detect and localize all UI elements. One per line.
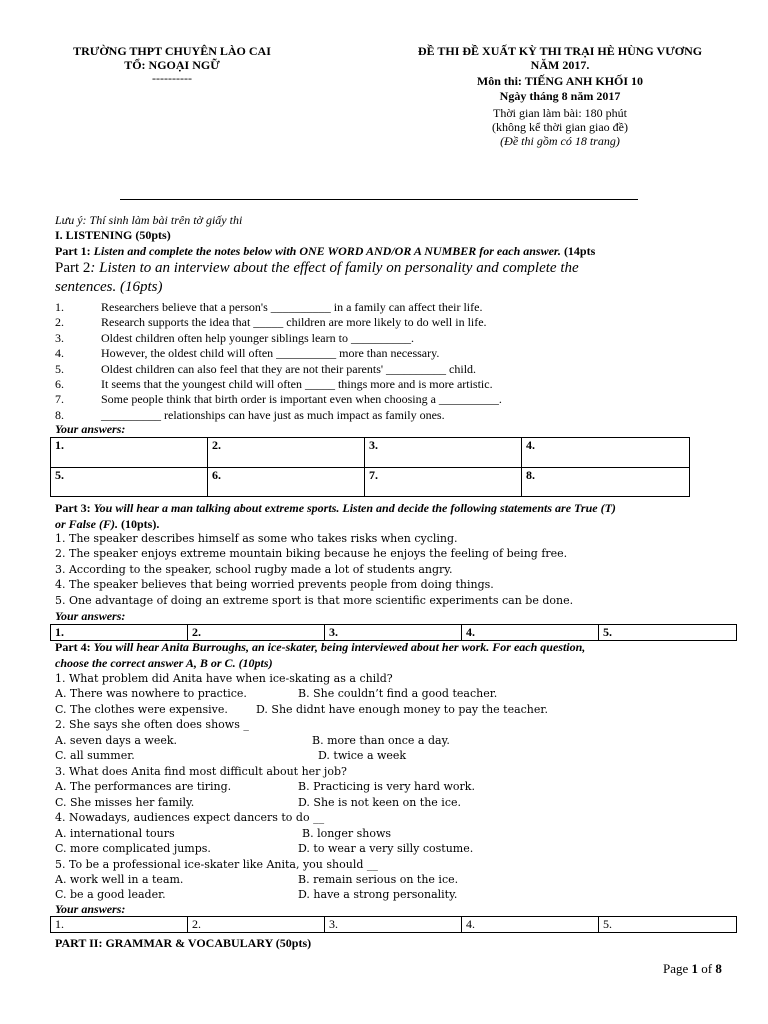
part4-answer-table [50, 916, 737, 933]
question-text: 3. What does Anita find most difficult about her job? [55, 764, 347, 778]
list-item-number: 6. [55, 377, 64, 391]
option-a: A. seven days a week. [55, 733, 178, 747]
answer-cell[interactable]: 1. [51, 917, 188, 933]
option-b: B. remain serious on the ice. [298, 873, 459, 886]
department-name: TỔ: NGOẠI NGỮ [124, 58, 220, 72]
page-number: 1 [691, 961, 699, 976]
list-item-text: However, the oldest child will often __________ more than necessary. [101, 346, 440, 361]
answer-cell[interactable]: 1. [51, 438, 208, 468]
part2-text-1: : Listen to an interview about the effect of family on personality and complete the [90, 260, 579, 276]
part3-label: Part 3: [55, 501, 91, 515]
exam-title-2: NĂM 2017. [530, 58, 590, 72]
part2-label: Part 2 [55, 260, 91, 276]
list-item-text: Oldest children often help younger siblings learn to __________. [101, 330, 414, 345]
part2-answers-label: Your answers: [55, 422, 126, 436]
part3-instruction-2 [55, 517, 159, 532]
list-item-number: 7. [55, 392, 64, 407]
statement-item: 3. According to the speaker, school rugby made a lot of students angry. [55, 562, 453, 576]
list-item-text: Research supports the idea that _____ children are more likely to do well in life. [101, 315, 487, 330]
option-b: B. She couldn’t find a good teacher. [298, 687, 498, 701]
part3-answer-table [50, 624, 737, 641]
header-dashes: ---------- [152, 71, 192, 85]
page-footer [663, 961, 722, 977]
option-d: D. twice a week [318, 749, 407, 763]
part3-text-2: or False (F). [55, 517, 118, 531]
answer-cell[interactable]: 2. [188, 917, 325, 933]
option-d: D. She didnt have enough money to pay the teacher. [256, 702, 548, 716]
exam-subject: Môn thi: TIẾNG ANH KHỐI 10 [476, 74, 644, 88]
section1-title: I. LISTENING (50pts) [55, 228, 171, 242]
exam-pages-note: (Đề thi gồm có 18 trang) [500, 134, 620, 148]
list-item-number: 8. [55, 407, 64, 422]
answer-cell[interactable]: 4. [462, 625, 599, 641]
part4-text-2: choose the correct answer A, B or C. (10pts) [55, 656, 273, 670]
list-item-number: 5. [55, 361, 64, 376]
question-text: 4. Nowadays, audiences expect dancers to do __ [55, 811, 325, 825]
list-item-text: It seems that the youngest child will often _____ things more and is more artistic. [101, 377, 493, 391]
part2-text-2: sentences. (16pts) [55, 279, 163, 295]
of-word: of [701, 961, 713, 976]
exam-title-1: ĐỀ THI ĐỀ XUẤT KỲ THI TRẠI HÈ HÙNG VƯƠNG [417, 44, 703, 58]
part4-answers-label: Your answers: [55, 902, 126, 916]
answer-cell[interactable]: 6. [208, 468, 365, 497]
statement-item: 1. The speaker describes himself as some who takes risks when cycling. [55, 532, 458, 545]
answer-cell[interactable]: 3. [365, 438, 522, 468]
option-a: A. international tours [55, 826, 175, 840]
part2-instruction [55, 260, 579, 277]
answer-cell[interactable]: 8. [522, 468, 690, 497]
option-d: D. have a strong personality. [298, 888, 458, 902]
list-item-number: 2. [55, 315, 64, 330]
question-text: 2. She says she often does shows _ [55, 718, 249, 732]
option-c: C. She misses her family. [55, 795, 195, 809]
list-item-number: 3. [55, 330, 64, 345]
section2-title: PART II: GRAMMAR & VOCABULARY (50pts) [55, 936, 312, 950]
question-text: 1. What problem did Anita have when ice-skating as a child? [55, 672, 393, 685]
list-item-text: __________ relationships can have just as much impact as family ones. [101, 407, 445, 422]
option-b: B. Practicing is very hard work. [298, 780, 475, 794]
list-item-number: 1. [55, 300, 64, 314]
header-divider [120, 199, 638, 200]
answer-cell[interactable]: 5. [599, 917, 737, 933]
part3-answers-label: Your answers: [55, 609, 126, 623]
option-b: B. longer shows [302, 826, 392, 840]
part3-instruction-1 [55, 501, 616, 516]
answer-cell[interactable]: 4. [462, 917, 599, 933]
option-a: A. The performances are tiring. [55, 780, 232, 794]
option-d: D. She is not keen on the ice. [298, 795, 461, 809]
part1-points: (14pts [563, 244, 596, 258]
part4-text-1: You will hear Anita Burroughs, an ice-skater, being interviewed about her work. For each question, [93, 640, 586, 654]
exam-date: Ngày tháng 8 năm 2017 [499, 89, 621, 103]
part1-label: Part 1: [55, 244, 91, 258]
exam-time-note: (không kể thời gian giao đề) [492, 120, 628, 134]
answer-cell[interactable]: 4. [522, 438, 690, 468]
option-d: D. to wear a very silly costume. [298, 842, 474, 855]
candidate-note: Lưu ý: Thí sinh làm bài trên tờ giấy thi [55, 213, 243, 227]
option-c: C. The clothes were expensive. [55, 702, 228, 716]
answer-cell[interactable]: 2. [188, 625, 325, 641]
option-c: C. be a good leader. [55, 888, 166, 902]
page-word: Page [663, 961, 689, 976]
part2-answer-table [50, 437, 690, 497]
answer-cell[interactable]: 5. [599, 625, 737, 641]
exam-time: Thời gian làm bài: 180 phút [493, 106, 627, 120]
part4-instruction-1 [55, 640, 585, 655]
list-item-text: Oldest children can also feel that they are not their parents' __________ child. [101, 361, 477, 376]
part3-text-1: You will hear a man talking about extreme sports. Listen and decide the following statements are True (T) [93, 501, 616, 515]
option-a: A. There was nowhere to practice. [55, 687, 247, 701]
answer-cell[interactable]: 5. [51, 468, 208, 497]
part4-label: Part 4: [55, 640, 91, 654]
option-c: C. more complicated jumps. [55, 842, 211, 855]
part3-points: (10pts). [121, 517, 160, 531]
list-item-text: Some people think that birth order is important even when choosing a __________. [101, 392, 502, 407]
page-total: 8 [715, 961, 722, 976]
option-a: A. work well in a team. [55, 873, 184, 886]
answer-cell[interactable]: 3. [325, 917, 462, 933]
statement-item: 2. The speaker enjoys extreme mountain biking because he enjoys the feeling of being free. [55, 547, 568, 561]
statement-item: 4. The speaker believes that being worried prevents people from doing things. [55, 578, 494, 592]
answer-cell[interactable]: 1. [51, 625, 188, 641]
list-item-number: 4. [55, 346, 64, 361]
question-text: 5. To be a professional ice-skater like Anita, you should __ [55, 857, 378, 871]
answer-cell[interactable]: 7. [365, 468, 522, 497]
list-item-text: Researchers believe that a person's __________ in a family can affect their life. [101, 300, 483, 314]
statement-item: 5. One advantage of doing an extreme sport is that more scientific experiments can be done. [55, 593, 574, 607]
option-b: B. more than once a day. [312, 733, 450, 747]
option-c: C. all summer. [55, 749, 135, 763]
school-name: TRƯỜNG THPT CHUYÊN LÀO CAI [73, 44, 271, 58]
answer-cell[interactable]: 2. [208, 438, 365, 468]
part1-text: Listen and complete the notes below with ONE WORD AND/OR A NUMBER for each answer. [93, 244, 561, 258]
answer-cell[interactable]: 3. [325, 625, 462, 641]
part1-instruction [55, 244, 595, 259]
